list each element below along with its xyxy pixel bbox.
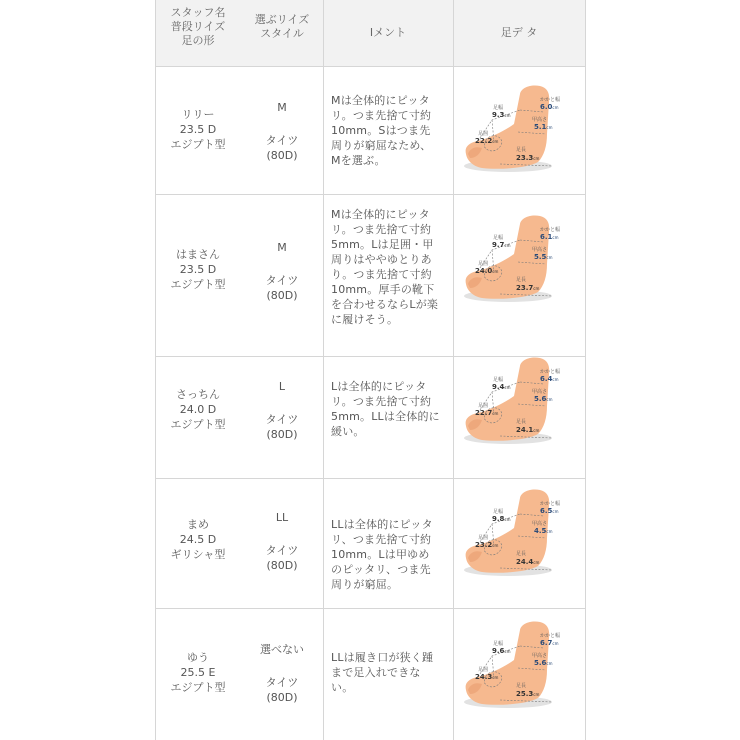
staff-line: エジプト型 — [170, 138, 226, 151]
comment-line: のピッタリ、つま先 — [331, 563, 431, 576]
comment-line: を合わせるならLが楽 — [331, 298, 439, 311]
comment-line: 周りが窮屈。 — [331, 578, 399, 591]
foot-value-toe_h — [540, 508, 559, 515]
foot-value-unit: cm — [504, 385, 511, 390]
comment-line: リ。つま先捨て寸約 — [331, 395, 432, 408]
foot-label-arch: 甲高さ — [532, 653, 548, 659]
comment-line: リ、つま先捨て寸約 — [331, 533, 432, 546]
comment-line: リ。つま先捨て寸約 — [331, 223, 432, 236]
style-line: タイツ — [265, 413, 299, 426]
style-line: タイツ — [265, 274, 299, 287]
foot-value-girth — [475, 268, 498, 275]
foot-value-unit: cm — [504, 113, 511, 118]
foot-value-unit: cm — [492, 411, 499, 416]
comment-line: 5mm。Lは足囲・甲 — [331, 238, 434, 251]
foot-value-toe_h — [540, 640, 559, 647]
staff-cell — [155, 247, 241, 292]
foot-value-instep — [492, 112, 511, 119]
foot-label-toe_h: かかと幅 — [540, 633, 561, 639]
foot-value-unit: cm — [546, 397, 553, 402]
foot-value-unit: cm — [492, 139, 499, 144]
comment-line: Mは全体的にピッタ — [331, 94, 430, 107]
comment-line: 緩い。 — [331, 425, 365, 438]
foot-diagram — [460, 210, 580, 306]
foot-value-instep — [492, 648, 511, 655]
foot-label-length: 足長 — [516, 551, 527, 557]
foot-value-number: 24.3 — [475, 673, 493, 681]
foot-label-arch: 甲高さ — [532, 389, 548, 395]
foot-label-instep: 足幅 — [493, 105, 504, 111]
foot-value-number: 9.7 — [492, 241, 505, 249]
foot-label-girth: 足囲 — [478, 131, 489, 137]
staff-line: はまさん — [176, 248, 220, 261]
foot-value-toe_h — [540, 234, 559, 241]
comment-cell — [331, 207, 453, 327]
foot-value-unit: cm — [552, 509, 559, 514]
foot-label-girth: 足囲 — [478, 261, 489, 267]
foot-value-number: 23.3 — [516, 154, 534, 162]
foot-value-number: 24.4 — [516, 558, 534, 566]
style-cell — [241, 412, 323, 442]
foot-value-number: 23.2 — [475, 541, 493, 549]
foot-value-unit: cm — [492, 675, 499, 680]
foot-value-unit: cm — [533, 692, 540, 697]
style-line: (80D) — [266, 559, 298, 572]
foot-value-number: 24.0 — [475, 267, 493, 275]
foot-label-girth: 足囲 — [478, 535, 489, 541]
foot-label-length: 足長 — [516, 419, 527, 425]
foot-diagram — [460, 616, 580, 712]
foot-value-unit: cm — [546, 255, 553, 260]
comment-line: Mを選ぶ。 — [331, 154, 386, 167]
foot-value-number: 6.4 — [540, 375, 553, 383]
style-line: (80D) — [266, 428, 298, 441]
foot-label-instep: 足幅 — [493, 641, 504, 647]
selected-size: LL — [275, 511, 289, 524]
foot-value-unit: cm — [504, 517, 511, 522]
staff-cell — [155, 650, 241, 695]
foot-value-unit: cm — [533, 428, 540, 433]
staff-line: エジプト型 — [170, 681, 226, 694]
comment-cell — [331, 93, 453, 168]
comment-line: 周りが窮屈なため、 — [331, 139, 432, 152]
selected-size: M — [277, 101, 287, 114]
foot-label-girth: 足囲 — [478, 667, 489, 673]
foot-value-number: 5.6 — [534, 395, 547, 403]
selected-size: L — [278, 380, 286, 393]
comment-line: 5mm。LLは全体的に — [331, 410, 440, 423]
comment-line: まで足入れできな — [331, 666, 421, 679]
foot-value-length — [516, 427, 539, 434]
style-line: タイツ — [265, 544, 299, 557]
staff-line: 25.5 E — [180, 666, 216, 679]
foot-label-length: 足長 — [516, 683, 527, 689]
foot-value-toe_h — [540, 376, 559, 383]
foot-label-arch: 甲高さ — [532, 521, 548, 527]
foot-value-number: 24.1 — [516, 426, 534, 434]
comment-line: LLは履き口が狭く踵 — [331, 651, 434, 664]
foot-value-arch — [534, 396, 553, 403]
style-line: (80D) — [266, 289, 298, 302]
comment-line: に履けそう。 — [331, 313, 399, 326]
foot-diagram — [460, 484, 580, 580]
foot-value-number: 23.7 — [516, 284, 534, 292]
foot-value-girth — [475, 410, 498, 417]
foot-value-number: 5.6 — [534, 659, 547, 667]
grid-line — [155, 608, 586, 609]
foot-value-unit: cm — [552, 641, 559, 646]
foot-value-girth — [475, 542, 498, 549]
comment-line: リ。つま先捨て寸約 — [331, 109, 432, 122]
style-line: タイツ — [265, 134, 299, 147]
staff-line: さっちん — [176, 388, 220, 401]
foot-value-number: 22.7 — [475, 409, 493, 417]
foot-value-unit: cm — [552, 235, 559, 240]
comment-cell — [331, 650, 453, 695]
grid-line — [155, 66, 586, 67]
staff-line: 24.5 D — [179, 533, 217, 546]
grid-line — [453, 0, 454, 740]
staff-line: 24.0 D — [179, 403, 217, 416]
foot-label-arch: 甲高さ — [532, 117, 548, 123]
foot-value-girth — [475, 674, 498, 681]
header-size-style: 選ぶリイズ スタイル — [254, 13, 310, 40]
foot-label-toe_h: かかと幅 — [540, 369, 561, 375]
style-line: タイツ — [265, 676, 299, 689]
foot-value-unit: cm — [552, 377, 559, 382]
foot-value-number: 6.1 — [540, 233, 553, 241]
foot-value-number: 5.1 — [534, 123, 547, 131]
selected-size: 選べない — [260, 643, 304, 656]
foot-diagram — [460, 80, 580, 176]
comment-cell — [331, 517, 453, 592]
staff-cell — [155, 107, 241, 152]
style-cell — [241, 543, 323, 573]
foot-value-instep — [492, 516, 511, 523]
foot-value-instep — [492, 242, 511, 249]
foot-value-arch — [534, 528, 553, 535]
selected-size: M — [277, 241, 287, 254]
comment-line: 10mm。厚手の靴下 — [331, 283, 435, 296]
grid-line — [155, 194, 586, 195]
grid-line — [323, 0, 324, 740]
foot-value-unit: cm — [533, 560, 540, 565]
foot-value-number: 22.2 — [475, 137, 493, 145]
foot-label-instep: 足幅 — [493, 235, 504, 241]
foot-value-length — [516, 691, 539, 698]
foot-label-length: 足長 — [516, 147, 527, 153]
foot-value-unit: cm — [504, 243, 511, 248]
comment-line: り。つま先捨て寸約 — [331, 268, 432, 281]
foot-value-number: 9.4 — [492, 383, 505, 391]
staff-cell — [155, 387, 241, 432]
foot-value-number: 25.3 — [516, 690, 534, 698]
grid-line — [155, 478, 586, 479]
foot-value-arch — [534, 254, 553, 261]
foot-diagram — [460, 352, 580, 448]
foot-value-unit: cm — [533, 156, 540, 161]
foot-value-toe_h — [540, 104, 559, 111]
foot-value-number: 6.5 — [540, 507, 553, 515]
staff-line: エジプト型 — [170, 418, 226, 431]
style-line: (80D) — [266, 149, 298, 162]
foot-value-unit: cm — [552, 105, 559, 110]
style-line: (80D) — [266, 691, 298, 704]
comment-line: LLは全体的にピッタ — [331, 518, 433, 531]
foot-value-arch — [534, 124, 553, 131]
foot-value-number: 9.6 — [492, 647, 505, 655]
staff-line: エジプト型 — [170, 278, 226, 291]
foot-value-unit: cm — [492, 269, 499, 274]
foot-label-instep: 足幅 — [493, 377, 504, 383]
header-foot-data: 足デ タ — [500, 26, 538, 39]
header-staff: スタッフ名 普段リイズ 足の形 — [170, 6, 226, 47]
foot-value-unit: cm — [546, 661, 553, 666]
foot-value-unit: cm — [504, 649, 511, 654]
comment-line: Lは全体的にピッタ — [331, 380, 427, 393]
foot-label-length: 足長 — [516, 277, 527, 283]
staff-line: まめ — [187, 518, 209, 531]
foot-value-unit: cm — [546, 125, 553, 130]
foot-value-length — [516, 285, 539, 292]
foot-value-number: 6.0 — [540, 103, 553, 111]
foot-value-number: 9.8 — [492, 515, 505, 523]
style-cell — [241, 675, 323, 705]
comment-line: い。 — [331, 681, 354, 694]
foot-label-arch: 甲高さ — [532, 247, 548, 253]
staff-line: 23.5 D — [179, 263, 217, 276]
comment-line: 10mm。Sはつま先 — [331, 124, 431, 137]
foot-label-instep: 足幅 — [493, 509, 504, 515]
foot-label-girth: 足囲 — [478, 403, 489, 409]
comment-line: 10mm。Lは甲ゆめ — [331, 548, 430, 561]
style-cell — [241, 133, 323, 163]
staff-line: リリー — [181, 108, 215, 121]
foot-value-length — [516, 559, 539, 566]
grid-line — [585, 0, 586, 740]
foot-value-girth — [475, 138, 498, 145]
staff-size-table — [155, 0, 586, 740]
foot-label-toe_h: かかと幅 — [540, 97, 561, 103]
foot-value-length — [516, 155, 539, 162]
staff-line: ゆう — [187, 651, 209, 664]
comment-line: 周りはややゆとりあ — [331, 253, 432, 266]
foot-label-toe_h: かかと幅 — [540, 227, 561, 233]
foot-value-unit: cm — [533, 286, 540, 291]
foot-label-toe_h: かかと幅 — [540, 501, 561, 507]
header-comment: Iメント — [369, 26, 407, 39]
staff-cell — [155, 517, 241, 562]
foot-value-number: 9.3 — [492, 111, 505, 119]
foot-value-number: 5.5 — [534, 253, 547, 261]
staff-line: 23.5 D — [179, 123, 217, 136]
foot-value-number: 4.5 — [534, 527, 547, 535]
foot-value-instep — [492, 384, 511, 391]
foot-value-number: 6.7 — [540, 639, 553, 647]
foot-value-unit: cm — [492, 543, 499, 548]
style-cell — [241, 273, 323, 303]
foot-value-arch — [534, 660, 553, 667]
staff-line: ギリシャ型 — [170, 548, 226, 561]
foot-value-unit: cm — [546, 529, 553, 534]
comment-cell — [331, 379, 453, 439]
comment-line: Mは全体的にピッタ — [331, 208, 430, 221]
